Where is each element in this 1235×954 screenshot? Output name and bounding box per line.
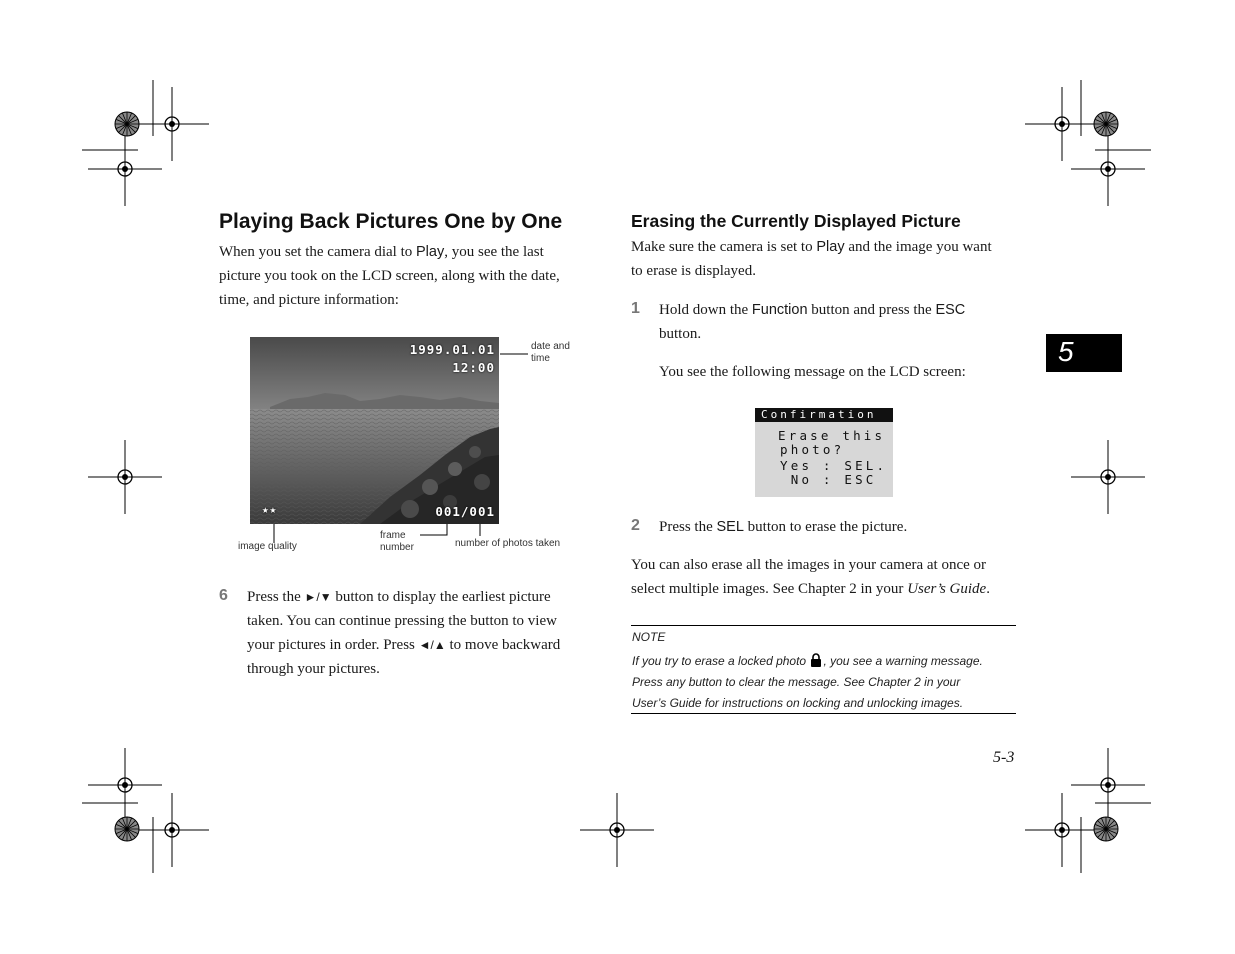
chapter-number: 5 — [1058, 336, 1074, 367]
lock-icon — [809, 653, 823, 667]
photo-date: 1999.01.01 — [409, 342, 495, 357]
photo-frame-counter: 001/001 — [435, 504, 495, 519]
lcd-line-1: Erase this — [778, 428, 886, 443]
step-1-followup: You see the following message on the LCD screen: — [659, 364, 966, 380]
callout-image-quality: image quality — [238, 541, 297, 552]
callout-date-time: date and time — [531, 341, 570, 364]
erasing-intro: Make sure the camera is set to Play and the image you want to erase is displayed. — [631, 239, 992, 279]
note-text: If you try to erase a locked photo , you see a warning message. Press any button to clear the message. See Chapter 2 in your User’s Guide for instructions on locking and unlocking images. — [632, 654, 983, 710]
step-2-text: Press the SEL button to erase the picture. — [659, 519, 908, 535]
lcd-line-no: No : ESC — [780, 472, 877, 487]
playback-intro: When you set the camera dial to Play, you see the last picture you took on the LCD screen, along with the date, time, and picture information: — [219, 244, 560, 308]
photo-time: 12:00 — [452, 360, 495, 375]
forward-down-button-icon: ►/▼ — [304, 590, 332, 604]
step-1-number: 1 — [631, 300, 640, 317]
section-heading-erasing: Erasing the Currently Displayed Picture — [631, 211, 961, 231]
quality-stars: ★★ — [262, 503, 278, 516]
note-label: NOTE — [632, 630, 666, 644]
lcd-line-yes: Yes : SEL. — [780, 458, 888, 473]
step-1-text: Hold down the Function button and press the ESC button. — [659, 302, 966, 342]
section-heading-playback: Playing Back Pictures One by One — [219, 210, 563, 233]
lcd-confirmation-screen — [755, 408, 893, 497]
page-number: 5-3 — [993, 749, 1015, 766]
erase-all-paragraph: You can also erase all the images in your camera at once or select multiple images. See Chapter 2 in your User’s Guide. — [631, 557, 990, 597]
step-6-number: 6 — [219, 587, 228, 604]
callout-photos-taken: number of photos taken — [455, 538, 561, 549]
callout-frame-number: frame number — [380, 530, 414, 553]
note-top-rule — [631, 625, 1016, 626]
note-bottom-rule — [631, 713, 1016, 714]
back-up-button-icon: ◄/▲ — [418, 638, 446, 652]
step-6-text: Press the ►/▼ button to display the earliest picture taken. You can continue pressing the button to view your pictures in order. Press ◄/▲ to move backward through your pictures. — [247, 589, 561, 677]
lcd-title: Confirmation — [755, 408, 893, 422]
step-2-number: 2 — [631, 517, 640, 534]
lcd-line-2: photo? — [780, 442, 845, 457]
